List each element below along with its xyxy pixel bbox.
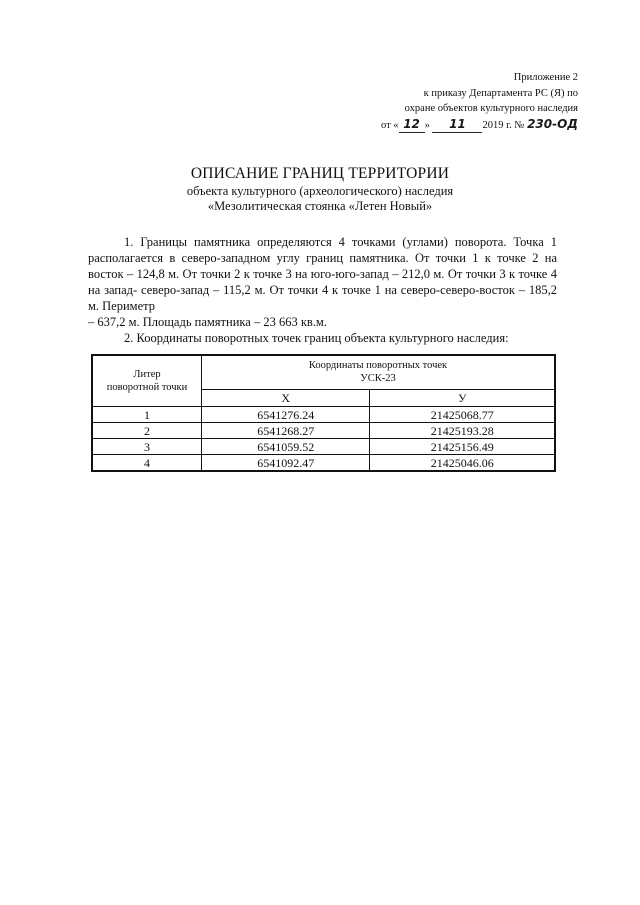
document-title: ОПИСАНИЕ ГРАНИЦ ТЕРРИТОРИИ (190, 165, 450, 182)
document-title-block (0, 164, 640, 214)
description-body (88, 234, 557, 346)
annex-order-ref: к приказу Департамента РС (Я) по (423, 87, 578, 99)
table-row (92, 407, 555, 423)
date-prefix: от « (380, 119, 399, 131)
col-point-header-line1: Литер (133, 369, 161, 380)
x-cell: 6541059.52 (202, 439, 370, 455)
paragraph-boundaries: 1. Границы памятника определяются 4 точками (углами) поворота. Точка 1 располагается в северо-западном углу границ памятника. От точки 1 к точке 2 на восток – 124,8 м. От точки 2 к точке 3 на юго-юго-запад – 212,0 м. От точки 3 к точке 4 на запад- северо-запад – 115,2 м. От точки 4 к точке 1 на северо-северо-восток – 185,2 м. Периметр (88, 235, 557, 313)
coordinates-table (91, 354, 556, 472)
y-header: У (370, 389, 555, 406)
document-subtitle-2: «Мезолитическая стоянка «Летен Новый» (207, 199, 433, 213)
col-point-header-line2: поворотной точки (106, 382, 188, 393)
table-row (92, 439, 555, 455)
col-point-header (92, 355, 202, 407)
point-cell: 2 (92, 423, 202, 439)
point-cell: 3 (92, 439, 202, 455)
x-header: X (202, 389, 370, 406)
document-subtitle-1: объекта культурного (археологического) наследия (186, 184, 454, 198)
annex-date-line (348, 117, 578, 134)
paragraph-perimeter: – 637,2 м. Площадь памятника – 23 663 кв.м. (88, 315, 327, 329)
y-cell: 21425046.06 (370, 455, 555, 472)
paragraph-coordinates-intro: 2. Координаты поворотных точек границ объекта культурного наследия: (124, 331, 509, 345)
annex-department: охране объектов культурного наследия (404, 103, 578, 114)
coord-header-line2: УСК-23 (360, 373, 396, 385)
y-cell: 21425193.28 (370, 423, 555, 439)
date-year: 2019 г. № (482, 119, 525, 131)
point-cell: 1 (92, 407, 202, 423)
y-cell: 21425068.77 (370, 407, 555, 423)
x-cell: 6541276.24 (202, 407, 370, 423)
y-cell: 21425156.49 (370, 439, 555, 455)
date-mid: » (424, 119, 430, 131)
handwritten-number: 230-ОД (527, 116, 578, 131)
handwritten-month: 11 (432, 117, 482, 134)
annex-block (348, 70, 578, 133)
annex-title: Приложение 2 (513, 72, 578, 83)
table-row (92, 423, 555, 439)
handwritten-day: 12 (399, 117, 425, 134)
x-cell: 6541268.27 (202, 423, 370, 439)
point-cell: 4 (92, 455, 202, 472)
x-cell: 6541092.47 (202, 455, 370, 472)
coord-header-line1: Координаты поворотных точек (308, 360, 448, 372)
table-row (92, 455, 555, 472)
coord-group-header (202, 355, 556, 389)
